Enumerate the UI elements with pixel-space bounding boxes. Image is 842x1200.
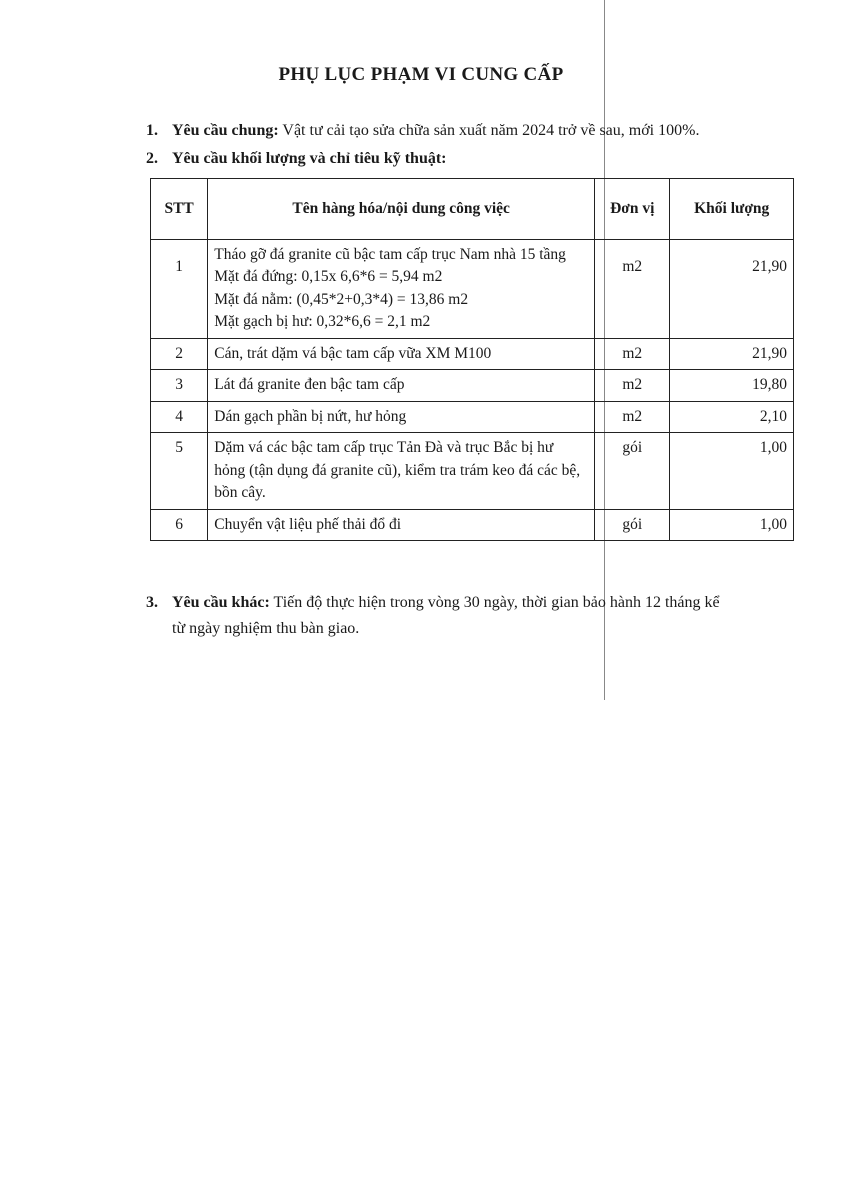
table-row	[151, 240, 794, 339]
cell-name: Cán, trát dặm vá bậc tam cấp vữa XM M100	[208, 338, 595, 369]
cell-name: Dán gạch phần bị nứt, hư hỏng	[208, 401, 595, 432]
cell-qty: 19,80	[670, 370, 794, 401]
requirement-label: Yêu cầu khối lượng và chỉ tiêu kỹ thuật:	[172, 150, 447, 167]
table-row	[151, 338, 794, 369]
cell-qty: 21,90	[670, 240, 794, 339]
requirement-number: 1.	[146, 122, 158, 139]
cell-stt: 5	[151, 433, 208, 509]
cell-stt: 3	[151, 370, 208, 401]
cell-stt: 2	[151, 338, 208, 369]
table-header-row	[151, 179, 794, 240]
cell-unit: m2	[595, 401, 670, 432]
requirement-other	[146, 590, 776, 641]
header-stt: STT	[151, 179, 208, 240]
cell-qty: 1,00	[670, 433, 794, 509]
cell-line: Mặt gạch bị hư: 0,32*6,6 = 2,1 m2	[214, 313, 431, 331]
cell-name: Chuyển vật liệu phế thải đổ đi	[208, 509, 595, 540]
requirement-continuation: từ ngày nghiệm thu bàn giao.	[172, 619, 360, 637]
cell-name: Lát đá granite đen bậc tam cấp	[208, 370, 595, 401]
header-name: Tên hàng hóa/nội dung công việc	[208, 179, 595, 240]
requirement-number: 2.	[146, 150, 158, 167]
header-qty: Khối lượng	[670, 179, 794, 240]
cell-qty: 21,90	[670, 338, 794, 369]
requirement-general	[146, 118, 699, 144]
cell-name: Dặm vá các bậc tam cấp trục Tản Đà và trục Bắc bị hư hỏng (tận dụng đá granite cũ), kiểm tra trám keo đá các bệ, bồn cây.	[208, 433, 595, 509]
requirement-label: Yêu cầu chung:	[172, 122, 279, 139]
cell-unit: m2	[595, 338, 670, 369]
cell-unit: m2	[595, 370, 670, 401]
cell-unit: gói	[595, 433, 670, 509]
cell-line: Mặt đá nằm: (0,45*2+0,3*4) = 13,86 m2	[214, 290, 469, 308]
table-row	[151, 401, 794, 432]
cell-stt: 6	[151, 509, 208, 540]
cell-qty: 1,00	[670, 509, 794, 540]
table-row	[151, 370, 794, 401]
document-title: PHỤ LỤC PHẠM VI CUNG CẤP	[278, 64, 564, 85]
cell-qty: 2,10	[670, 401, 794, 432]
cell-unit: gói	[595, 509, 670, 540]
cell-stt: 4	[151, 401, 208, 432]
requirement-label: Yêu cầu khác:	[172, 594, 270, 611]
spec-table	[150, 178, 794, 541]
table-row	[151, 509, 794, 540]
cell-name	[208, 240, 595, 339]
cell-stt: 1	[151, 240, 208, 339]
header-unit: Đơn vị	[595, 179, 670, 240]
requirement-text: Vật tư cải tạo sửa chữa sản xuất năm 2024 trở về sau, mới 100%.	[278, 122, 700, 139]
cell-line: Mặt đá đứng: 0,15x 6,6*6 = 5,94 m2	[214, 268, 443, 286]
requirement-text: Tiến độ thực hiện trong vòng 30 ngày, thời gian bảo hành 12 tháng kể	[269, 594, 720, 611]
table-row	[151, 433, 794, 509]
requirement-number: 3.	[146, 594, 158, 611]
cell-unit: m2	[595, 240, 670, 339]
cell-line: Tháo gỡ đá granite cũ bậc tam cấp trục Nam nhà 15 tầng	[214, 246, 566, 263]
requirement-quantity	[146, 146, 447, 172]
